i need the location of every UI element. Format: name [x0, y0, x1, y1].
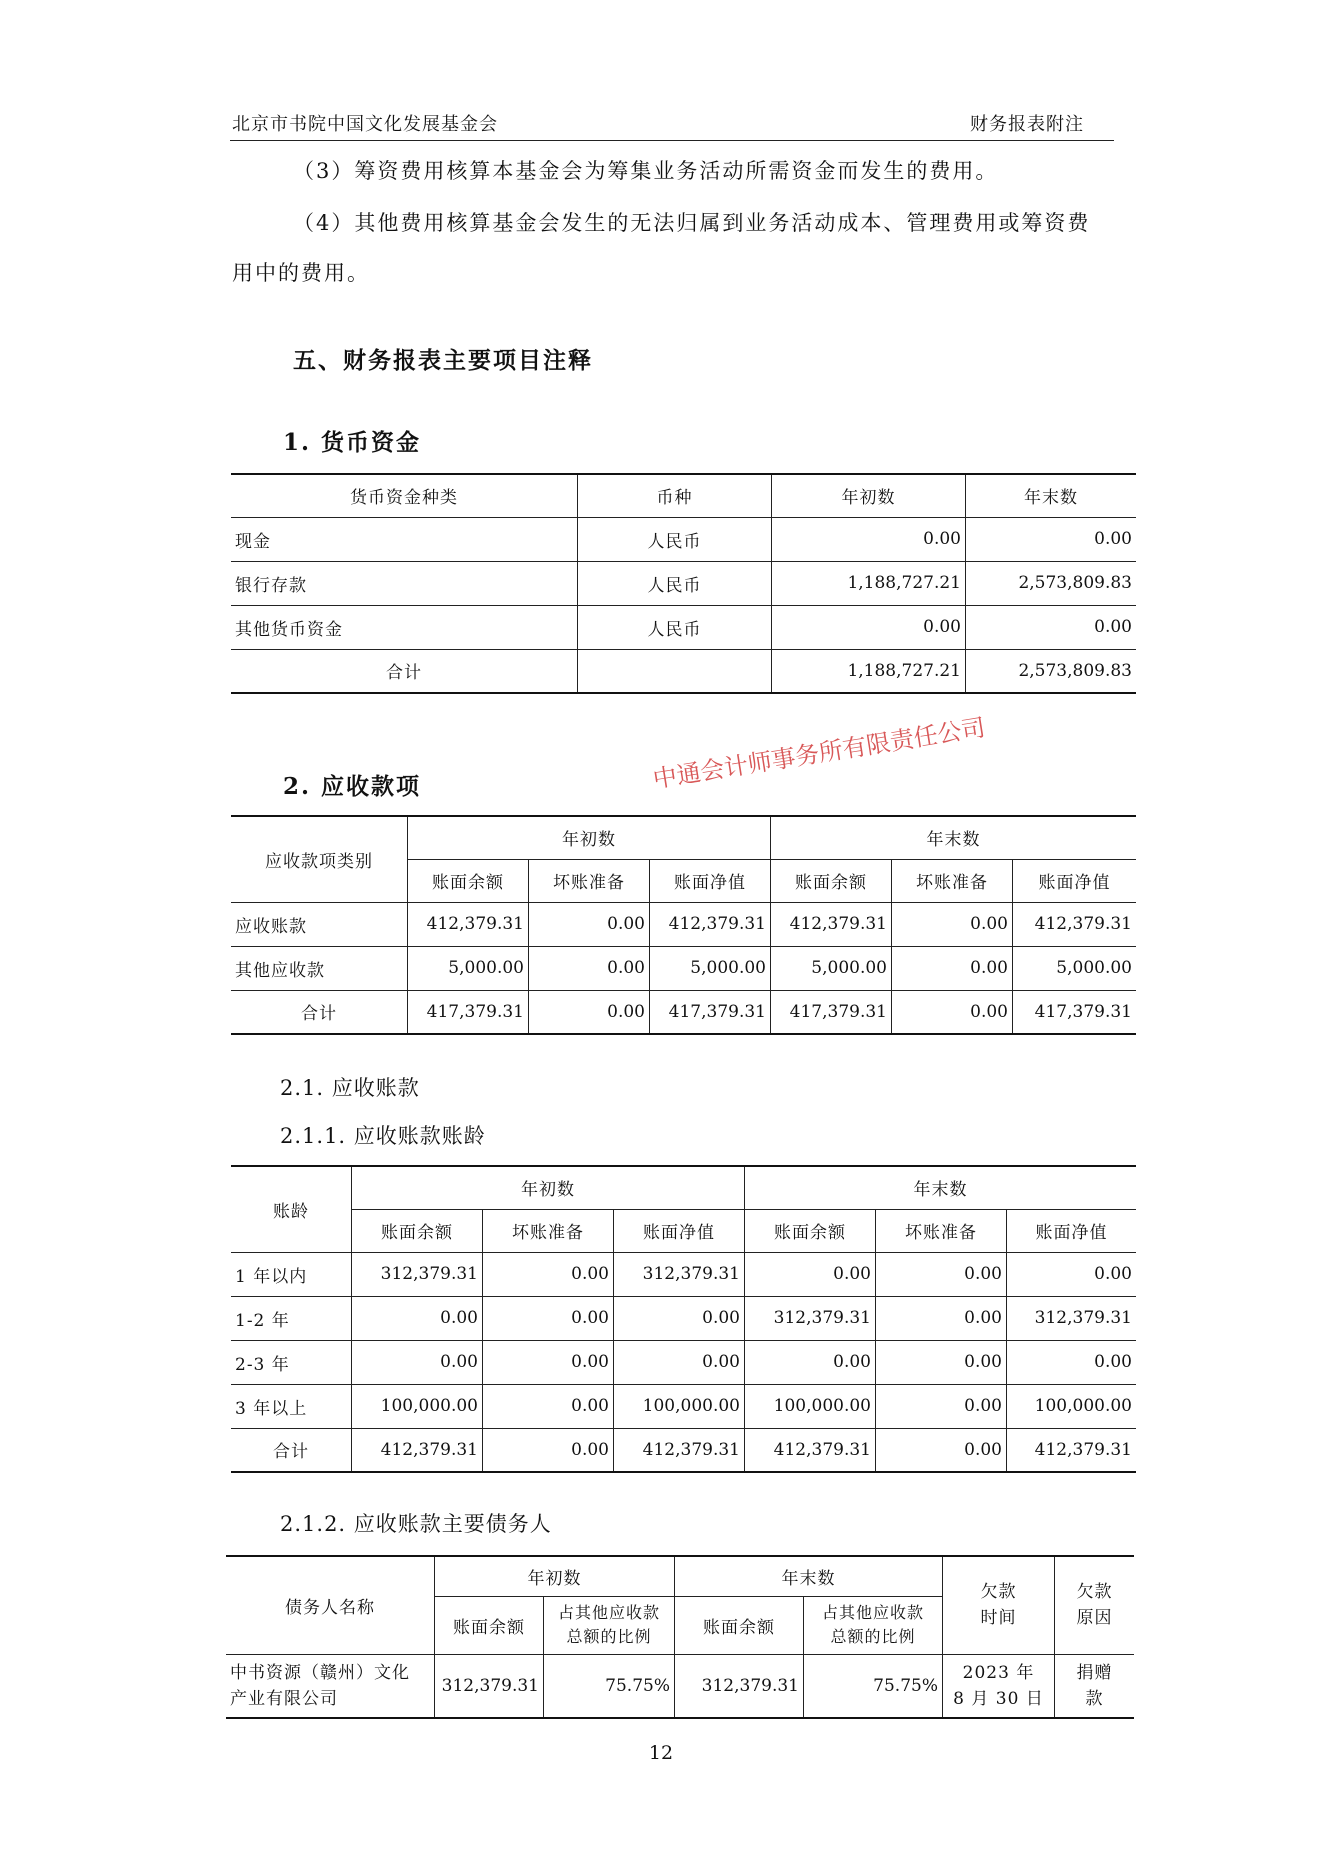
- section-title: 五、财务报表主要项目注释: [293, 347, 593, 374]
- ratio-label-2: 总额的比例: [566, 1627, 652, 1646]
- table-cell: 0.00: [966, 605, 1137, 649]
- table-cell: 0.00: [745, 1340, 876, 1384]
- table-cell: 100,000.00: [745, 1384, 876, 1428]
- table-subheader: 账面净值: [650, 859, 771, 902]
- ratio-label-2: 总额的比例: [830, 1627, 916, 1646]
- aging-header-end: 年末数: [745, 1166, 1137, 1209]
- table-subheader: 账面净值: [1007, 1209, 1137, 1252]
- aging-header-age: 账龄: [231, 1166, 352, 1252]
- table-subheader: 账面余额: [408, 859, 529, 902]
- table-cell: 3 年以上: [231, 1384, 352, 1428]
- debtors-header-reason-1: 欠款: [1076, 1582, 1113, 1603]
- table-cell: 417,379.31: [771, 990, 892, 1034]
- table-cell: 5,000.00: [771, 946, 892, 990]
- table-subheader: 坏账准备: [876, 1209, 1007, 1252]
- due-date-2: 8 月 30 日: [953, 1688, 1044, 1709]
- table-cell: 2,573,809.83: [966, 561, 1137, 605]
- debtors-header-name: 债务人名称: [226, 1556, 435, 1654]
- table-cell: 100,000.00: [1007, 1384, 1137, 1428]
- debtor-name: [226, 1654, 435, 1718]
- table-cell-total: 合计: [231, 990, 408, 1034]
- table-cell: 0.00: [352, 1296, 483, 1340]
- table-cell: 1,188,727.21: [772, 561, 966, 605]
- table-subheader: 账面净值: [1013, 859, 1137, 902]
- table-cell: 2-3 年: [231, 1340, 352, 1384]
- reason-2: 款: [1085, 1688, 1104, 1709]
- table-cell: 0.00: [529, 946, 650, 990]
- paragraph-other-expenses: （4）其他费用核算基金会发生的无法归属到业务活动成本、管理费用或筹资费: [293, 211, 1091, 235]
- table-cell: 0.00: [529, 902, 650, 946]
- receivables-table: [231, 815, 1136, 1035]
- table-cell: 应收账款: [231, 902, 408, 946]
- table-cell: 0.00: [876, 1252, 1007, 1296]
- paragraph-fundraising: （3）筹资费用核算本基金会为筹集业务活动所需资金而发生的费用。: [293, 159, 999, 183]
- table-cell: 312,379.31: [1007, 1296, 1137, 1340]
- table-cell: 412,379.31: [1007, 1428, 1137, 1472]
- ar-title: 2.1. 应收账款: [280, 1076, 420, 1100]
- table-cell: 0.00: [1007, 1340, 1137, 1384]
- header-right: 财务报表附注: [970, 114, 1084, 135]
- table-cell: 银行存款: [231, 561, 578, 605]
- paragraph-other-expenses-cont: 用中的费用。: [232, 261, 370, 285]
- table-cell: 0.00: [892, 990, 1013, 1034]
- due-date-1: 2023 年: [962, 1662, 1035, 1683]
- aging-table: [231, 1165, 1136, 1473]
- table-cell: 412,379.31: [1013, 902, 1137, 946]
- aging-header-start: 年初数: [352, 1166, 745, 1209]
- table-cell: 412,379.31: [771, 902, 892, 946]
- table-cell: 其他应收款: [231, 946, 408, 990]
- table-cell: 人民币: [578, 517, 772, 561]
- table-cell: 312,379.31: [435, 1654, 544, 1718]
- debtors-table: [226, 1555, 1134, 1719]
- cash-header-type: 货币资金种类: [231, 474, 578, 517]
- table-cell: 312,379.31: [614, 1252, 745, 1296]
- table-cell: 5,000.00: [1013, 946, 1137, 990]
- table-subheader: 账面余额: [435, 1596, 544, 1654]
- table-cell: 其他货币资金: [231, 605, 578, 649]
- table-cell: 417,379.31: [408, 990, 529, 1034]
- ratio-label-1: 占其他应收款: [557, 1603, 660, 1622]
- table-subheader: 坏账准备: [529, 859, 650, 902]
- table-cell: 412,379.31: [352, 1428, 483, 1472]
- table-cell: 100,000.00: [352, 1384, 483, 1428]
- table-cell: 现金: [231, 517, 578, 561]
- table-cell: 417,379.31: [1013, 990, 1137, 1034]
- table-cell: 5,000.00: [408, 946, 529, 990]
- table-cell: 75.75%: [804, 1654, 943, 1718]
- cash-header-start: 年初数: [772, 474, 966, 517]
- debtors-header-start: 年初数: [435, 1556, 675, 1596]
- table-cell: 0.00: [966, 517, 1137, 561]
- table-cell: 0.00: [772, 605, 966, 649]
- table-cell: 412,379.31: [745, 1428, 876, 1472]
- debtors-header-end: 年末数: [675, 1556, 943, 1596]
- table-cell: 2,573,809.83: [966, 649, 1137, 693]
- debtor-name-2: 产业有限公司: [230, 1688, 338, 1709]
- receivables-title: 2. 应收款项: [283, 773, 422, 800]
- aging-title: 2.1.1. 应收账款账龄: [280, 1124, 486, 1148]
- table-cell: 312,379.31: [745, 1296, 876, 1340]
- table-subheader: 账面余额: [352, 1209, 483, 1252]
- debtors-header-due-1: 欠款: [980, 1582, 1017, 1603]
- table-cell: 0.00: [876, 1428, 1007, 1472]
- page-number: 12: [648, 1742, 674, 1764]
- table-cell: 人民币: [578, 605, 772, 649]
- table-cell: 0.00: [529, 990, 650, 1034]
- cash-table: [231, 473, 1136, 694]
- table-cell: 0.00: [614, 1340, 745, 1384]
- debtor-name-1: 中书资源（赣州）文化: [230, 1662, 410, 1683]
- debtors-title: 2.1.2. 应收账款主要债务人: [280, 1512, 552, 1536]
- table-subheader-ratio: [544, 1596, 675, 1654]
- debtors-header-reason-2: 原因: [1076, 1608, 1113, 1629]
- table-cell: 75.75%: [544, 1654, 675, 1718]
- table-cell: 0.00: [483, 1384, 614, 1428]
- table-cell: 0.00: [483, 1252, 614, 1296]
- table-cell-total: 合计: [231, 649, 578, 693]
- table-cell: 0.00: [745, 1252, 876, 1296]
- table-cell: [578, 649, 772, 693]
- header-org: 北京市书院中国文化发展基金会: [232, 114, 498, 135]
- table-cell: 0.00: [483, 1296, 614, 1340]
- table-cell: 412,379.31: [614, 1428, 745, 1472]
- table-cell: 0.00: [352, 1340, 483, 1384]
- header-divider: [230, 140, 1114, 141]
- table-cell: 412,379.31: [650, 902, 771, 946]
- table-cell: 0.00: [876, 1340, 1007, 1384]
- debtors-header-due-2: 时间: [980, 1608, 1017, 1629]
- table-cell: 0.00: [876, 1296, 1007, 1340]
- receivables-header-start: 年初数: [408, 816, 771, 859]
- debtors-header-due: [943, 1556, 1055, 1654]
- table-subheader: 坏账准备: [483, 1209, 614, 1252]
- table-cell: 0.00: [483, 1340, 614, 1384]
- table-cell: 312,379.31: [352, 1252, 483, 1296]
- table-cell: 417,379.31: [650, 990, 771, 1034]
- table-cell: 1 年以内: [231, 1252, 352, 1296]
- table-cell: 0.00: [772, 517, 966, 561]
- table-cell: 312,379.31: [675, 1654, 804, 1718]
- debtors-header-reason: [1055, 1556, 1135, 1654]
- reason-1: 捐赠: [1076, 1662, 1113, 1683]
- table-cell: 0.00: [892, 902, 1013, 946]
- table-subheader-ratio: [804, 1596, 943, 1654]
- table-cell: 0.00: [614, 1296, 745, 1340]
- receivables-header-end: 年末数: [771, 816, 1137, 859]
- cash-title: 1. 货币资金: [283, 429, 422, 456]
- table-cell: 5,000.00: [650, 946, 771, 990]
- table-cell: 0.00: [892, 946, 1013, 990]
- table-cell: 1-2 年: [231, 1296, 352, 1340]
- table-subheader: 账面余额: [675, 1596, 804, 1654]
- table-subheader: 账面净值: [614, 1209, 745, 1252]
- table-cell: 412,379.31: [408, 902, 529, 946]
- table-subheader: 账面余额: [745, 1209, 876, 1252]
- ratio-label-1: 占其他应收款: [821, 1603, 924, 1622]
- table-cell: 0.00: [483, 1428, 614, 1472]
- table-cell: 人民币: [578, 561, 772, 605]
- cash-header-currency: 币种: [578, 474, 772, 517]
- table-cell: 0.00: [1007, 1252, 1137, 1296]
- auditor-stamp: 中通会计师事务所有限责任公司: [650, 713, 988, 794]
- table-cell: 1,188,727.21: [772, 649, 966, 693]
- receivables-header-category: 应收款项类别: [231, 816, 408, 902]
- debtor-due-date: [943, 1654, 1055, 1718]
- table-subheader: 账面余额: [771, 859, 892, 902]
- table-cell-total: 合计: [231, 1428, 352, 1472]
- debtor-reason: [1055, 1654, 1135, 1718]
- table-subheader: 坏账准备: [892, 859, 1013, 902]
- table-cell: 100,000.00: [614, 1384, 745, 1428]
- table-cell: 0.00: [876, 1384, 1007, 1428]
- cash-header-end: 年末数: [966, 474, 1137, 517]
